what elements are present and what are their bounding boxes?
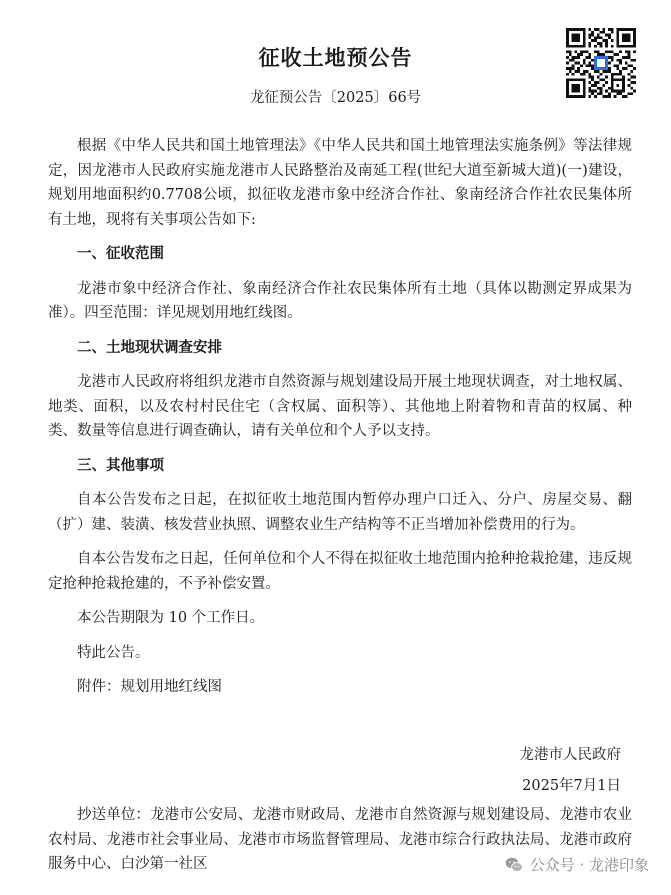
document-number: 龙征预公告〔2025〕66号 xyxy=(249,90,422,106)
wechat-icon xyxy=(504,855,524,875)
section-paragraph: 龙港市象中经济合作社、象南经济合作社农民集体所有土地（具体以勘测定界成果为准）。四至范围：详见规划用地红线图。 xyxy=(48,280,632,321)
watermark-text: 公众号 · 龙港印象 xyxy=(529,856,649,874)
signature-date: 2025年7月1日 xyxy=(522,778,621,794)
notice-period: 本公告期限为 10 个工作日。 xyxy=(77,610,265,626)
section-paragraph: 龙港市人民政府将组织龙港市自然资源与规划建设局开展土地现状调查，对土地权属、地类、面积，以及农村村民住宅（含权属、面积等）、其他地上附着物和青苗的权属、种类、数量等信息进行调查确认，请有关单位和个人予以支持。 xyxy=(48,374,632,439)
cc-recipients: 抄送单位：龙港市公安局、龙港市财政局、龙港市自然资源与规划建设局、龙港市农业农村局、龙港市社会事业局、龙港市市场监督管理局、龙港市综合行政执法局、龙港市政府服务中心、白沙第一社区 xyxy=(48,807,632,872)
document-title: 征收土地预公告 xyxy=(258,46,413,70)
section-paragraph: 自本公告发布之日起，在拟征收土地范围内暂停办理户口迁入、分户、房屋交易、翻（扩）建、装潢、核发营业执照、调整农业生产结构等不正当增加补偿费用的行为。 xyxy=(48,492,632,533)
section-heading-other: 三、其他事项 xyxy=(77,457,164,474)
section-paragraph: 自本公告发布之日起，任何单位和个人不得在拟征收土地范围内抢种抢栽抢建，违反规定抢种抢栽抢建的，不予补偿安置。 xyxy=(48,551,632,592)
section-heading-survey: 二、土地现状调查安排 xyxy=(77,339,222,356)
attachment-line: 附件：规划用地红线图 xyxy=(77,679,222,695)
intro-paragraph: 根据《中华人民共和国土地管理法》《中华人民共和国土地管理法实施条例》等法律规定，因龙港市人民政府实施龙港市人民路整治及南延工程(世纪大道至新城大道)(一)建设，规划用地面积约0.7708公顷，拟征收龙港市象中经济合作社、象南经济合作社农民集体所有土地，现将有关事项公告如下: xyxy=(48,138,632,228)
closing-statement: 特此公告。 xyxy=(77,644,150,661)
signature-organization: 龙港市人民政府 xyxy=(519,747,621,763)
section-heading-scope: 一、征收范围 xyxy=(77,246,164,262)
watermark xyxy=(504,854,649,875)
document-body xyxy=(48,134,632,700)
